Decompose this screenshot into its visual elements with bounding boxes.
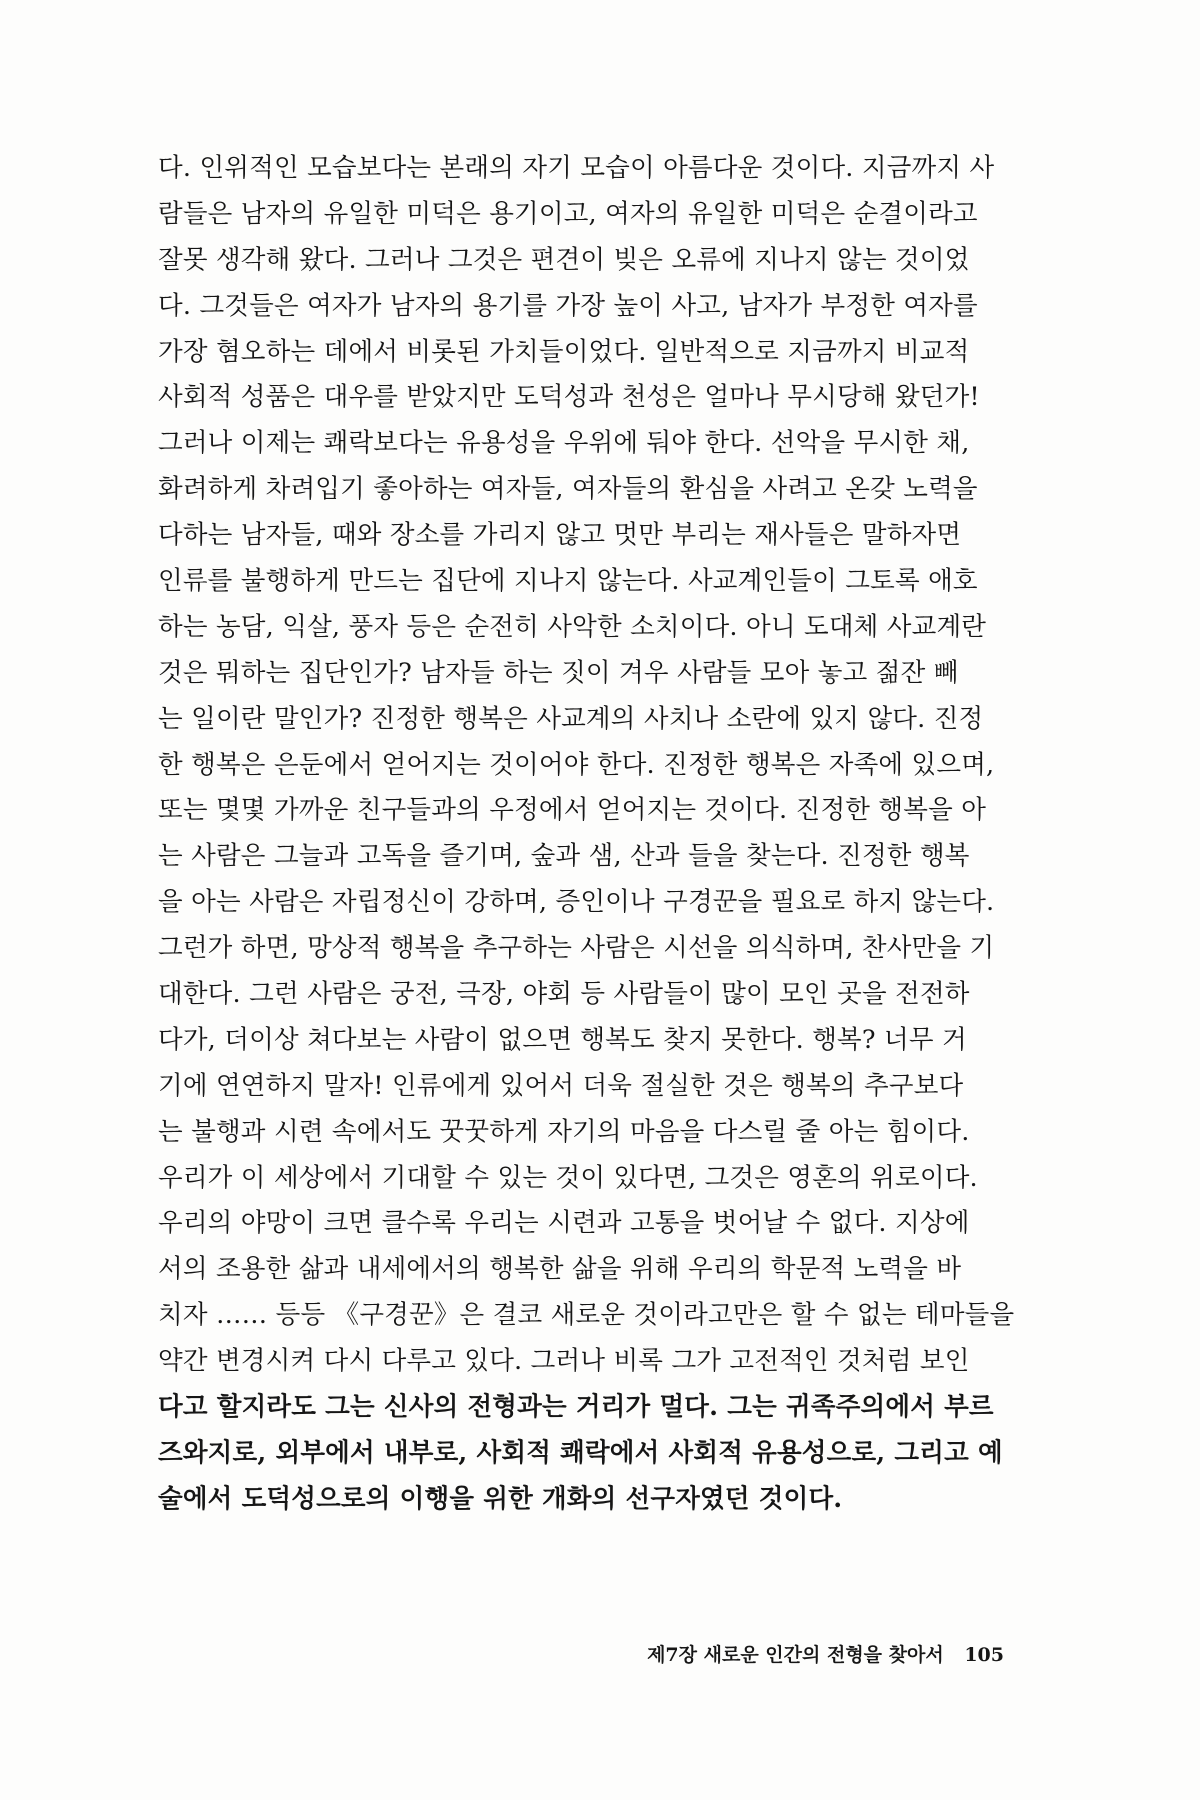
text-line: 다. 인위적인 모습보다는 본래의 자기 모습이 아름다운 것이다. 지금까지 사 bbox=[158, 153, 995, 183]
text-line: 술에서 도덕성으로의 이행을 위한 개화의 선구자였던 것이다. bbox=[158, 1483, 843, 1514]
text-line: 을 아는 사람은 자립정신이 강하며, 증인이나 구경꾼을 필요로 하지 않는다. bbox=[158, 887, 995, 918]
text-line: 인류를 불행하게 만드는 집단에 지나지 않는다. 사교계인들이 그토록 애호 bbox=[158, 566, 978, 597]
text-line: 그러나 이제는 쾌락보다는 유용성을 우위에 둬야 한다. 선악을 무시한 채, bbox=[158, 428, 970, 459]
text-line: 다하는 남자들, 때와 장소를 가리지 않고 멋만 부리는 재사들은 말하자면 bbox=[158, 520, 962, 551]
text-line: 화려하게 차려입기 좋아하는 여자들, 여자들의 환심을 사려고 온갖 노력을 bbox=[158, 474, 978, 505]
text-line: 약간 변경시켜 다시 다루고 있다. 그러나 비록 그가 고전적인 것처럼 보인 bbox=[158, 1346, 970, 1377]
running-footer bbox=[647, 1640, 1004, 1667]
footer-chapter-title: 제7장 새로운 인간의 전형을 찾아서 bbox=[647, 1644, 944, 1666]
text-line: 람들은 남자의 유일한 미덕은 용기이고, 여자의 유일한 미덕은 순결이라고 bbox=[158, 198, 978, 229]
text-line: 또는 몇몇 가까운 친구들과의 우정에서 얻어지는 것이다. 진정한 행복을 아 bbox=[158, 795, 987, 826]
text-line: 는 사람은 그늘과 고독을 즐기며, 숲과 샘, 산과 들을 찾는다. 진정한 행복 bbox=[158, 841, 970, 872]
text-line: 그런가 하면, 망상적 행복을 추구하는 사람은 시선을 의식하며, 찬사만을 기 bbox=[158, 933, 995, 964]
text-line: 는 불행과 시련 속에서도 꿋꿋하게 자기의 마음을 다스릴 줄 아는 힘이다. bbox=[158, 1116, 970, 1147]
text-line: 우리의 야망이 크면 클수록 우리는 시련과 고통을 벗어날 수 없다. 지상에 bbox=[158, 1208, 970, 1239]
page-number: 105 bbox=[964, 1644, 1004, 1666]
text-line: 치자 …… 등등 《구경꾼》은 결코 새로운 것이라고만은 할 수 없는 테마들을 bbox=[158, 1300, 1015, 1331]
text-line: 다고 할지라도 그는 신사의 전형과는 거리가 멀다. 그는 귀족주의에서 부르 bbox=[158, 1392, 994, 1423]
text-line: 가장 혐오하는 데에서 비롯된 가치들이었다. 일반적으로 지금까지 비교적 bbox=[158, 336, 970, 367]
text-line: 사회적 성품은 대우를 받았지만 도덕성과 천성은 얼마나 무시당해 왔던가! bbox=[158, 382, 980, 413]
text-line: 즈와지로, 외부에서 내부로, 사회적 쾌락에서 사회적 유용성으로, 그리고 예 bbox=[158, 1437, 1003, 1468]
body-text bbox=[158, 146, 1038, 1523]
text-line: 한 행복은 은둔에서 얻어지는 것이어야 한다. 진정한 행복은 자족에 있으며, bbox=[158, 749, 995, 780]
text-line: 하는 농담, 익살, 풍자 등은 순전히 사악한 소치이다. 아니 도대체 사교계란 bbox=[158, 611, 987, 642]
text-line: 기에 연연하지 말자! 인류에게 있어서 더욱 절실한 것은 행복의 추구보다 bbox=[158, 1070, 964, 1101]
text-line: 서의 조용한 삶과 내세에서의 행복한 삶을 위해 우리의 학문적 노력을 바 bbox=[158, 1254, 962, 1285]
text-line: 우리가 이 세상에서 기대할 수 있는 것이 있다면, 그것은 영혼의 위로이다. bbox=[158, 1162, 978, 1193]
text-line: 것은 뭐하는 집단인가? 남자들 하는 짓이 겨우 사람들 모아 놓고 젊잔 빼 bbox=[158, 657, 959, 688]
text-line: 다. 그것들은 여자가 남자의 용기를 가장 높이 사고, 남자가 부정한 여자를 bbox=[158, 290, 978, 321]
text-line: 대한다. 그런 사람은 궁전, 극장, 야회 등 사람들이 많이 모인 곳을 전전하 bbox=[158, 979, 970, 1010]
text-line: 는 일이란 말인가? 진정한 행복은 사교계의 사치나 소란에 있지 않다. 진정 bbox=[158, 703, 984, 734]
text-line: 잘못 생각해 왔다. 그러나 그것은 편견이 빚은 오류에 지나지 않는 것이었 bbox=[158, 244, 970, 275]
text-line: 다가, 더이상 쳐다보는 사람이 없으면 행복도 찾지 못한다. 행복? 너무 거 bbox=[158, 1024, 967, 1055]
